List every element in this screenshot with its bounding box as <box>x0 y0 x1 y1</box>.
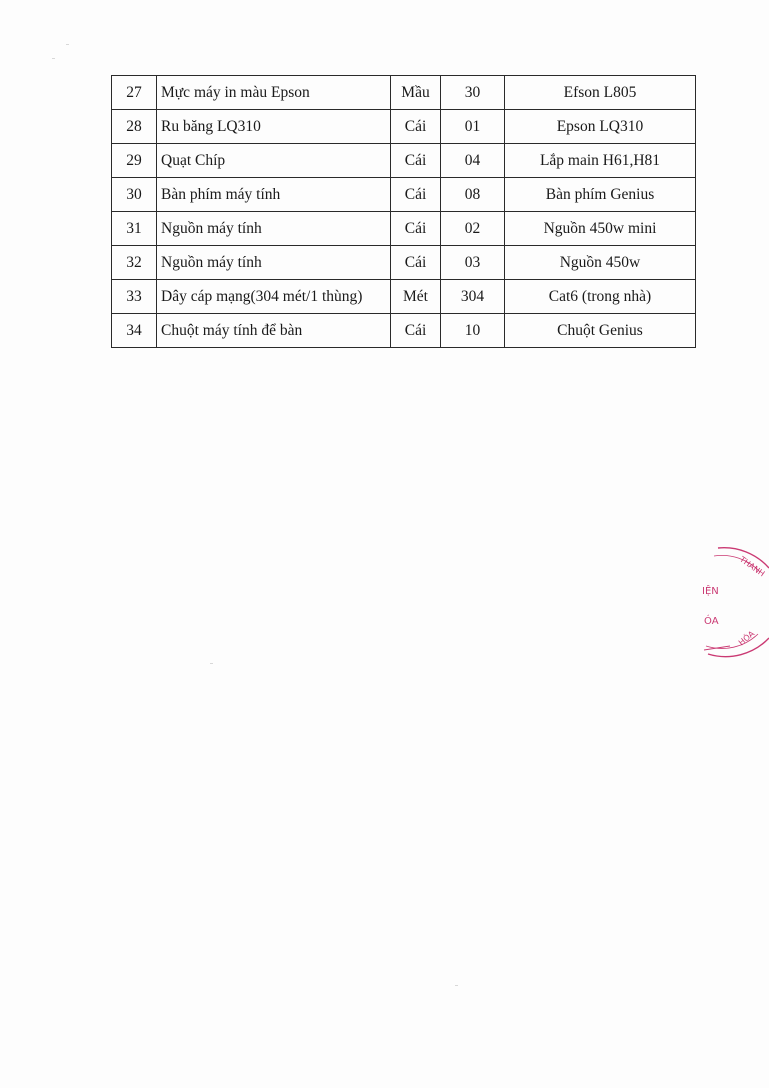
table-row <box>112 212 696 246</box>
item-quantity: 03 <box>441 246 505 280</box>
item-name: Quạt Chíp <box>157 144 391 178</box>
table-row <box>112 314 696 348</box>
row-number: 34 <box>112 314 157 348</box>
item-note: Nguồn 450w <box>505 246 696 280</box>
item-note: Nguồn 450w mini <box>505 212 696 246</box>
scan-speck <box>52 58 55 59</box>
scan-speck <box>455 985 458 986</box>
item-note: Chuột Genius <box>505 314 696 348</box>
table-row <box>112 76 696 110</box>
item-quantity: 04 <box>441 144 505 178</box>
item-unit: Mầu <box>391 76 441 110</box>
item-unit: Mét <box>391 280 441 314</box>
seal-text-line2: ÓA <box>704 616 719 627</box>
item-quantity: 02 <box>441 212 505 246</box>
item-unit: Cái <box>391 246 441 280</box>
seal-text-line1: IỆN <box>702 586 719 597</box>
item-quantity: 304 <box>441 280 505 314</box>
row-number: 32 <box>112 246 157 280</box>
item-note: Cat6 (trong nhà) <box>505 280 696 314</box>
item-quantity: 30 <box>441 76 505 110</box>
item-unit: Cái <box>391 178 441 212</box>
scan-speck <box>66 44 69 45</box>
seal-ring-text-bottom: HÓA <box>736 629 757 648</box>
item-unit: Cái <box>391 144 441 178</box>
official-seal-partial <box>700 542 769 662</box>
table-row <box>112 110 696 144</box>
item-unit: Cái <box>391 314 441 348</box>
seal-ring-text: THANH <box>737 554 767 579</box>
item-name: Nguồn máy tính <box>157 246 391 280</box>
item-quantity: 01 <box>441 110 505 144</box>
item-note: Efson L805 <box>505 76 696 110</box>
table-row <box>112 178 696 212</box>
item-note: Bàn phím Genius <box>505 178 696 212</box>
row-number: 33 <box>112 280 157 314</box>
item-name: Ru băng LQ310 <box>157 110 391 144</box>
item-name: Chuột máy tính để bàn <box>157 314 391 348</box>
row-number: 30 <box>112 178 157 212</box>
row-number: 29 <box>112 144 157 178</box>
item-name: Mực máy in màu Epson <box>157 76 391 110</box>
item-quantity: 08 <box>441 178 505 212</box>
row-number: 28 <box>112 110 157 144</box>
scan-speck <box>210 663 213 664</box>
item-name: Nguồn máy tính <box>157 212 391 246</box>
table-row <box>112 280 696 314</box>
row-number: 31 <box>112 212 157 246</box>
table-row <box>112 246 696 280</box>
equipment-table <box>111 75 696 348</box>
table-row <box>112 144 696 178</box>
item-unit: Cái <box>391 212 441 246</box>
item-unit: Cái <box>391 110 441 144</box>
row-number: 27 <box>112 76 157 110</box>
item-name: Bàn phím máy tính <box>157 178 391 212</box>
seal-icon <box>700 542 769 662</box>
equipment-table-body <box>112 76 696 348</box>
item-note: Lắp main H61,H81 <box>505 144 696 178</box>
item-note: Epson LQ310 <box>505 110 696 144</box>
item-quantity: 10 <box>441 314 505 348</box>
item-name: Dây cáp mạng(304 mét/1 thùng) <box>157 280 391 314</box>
